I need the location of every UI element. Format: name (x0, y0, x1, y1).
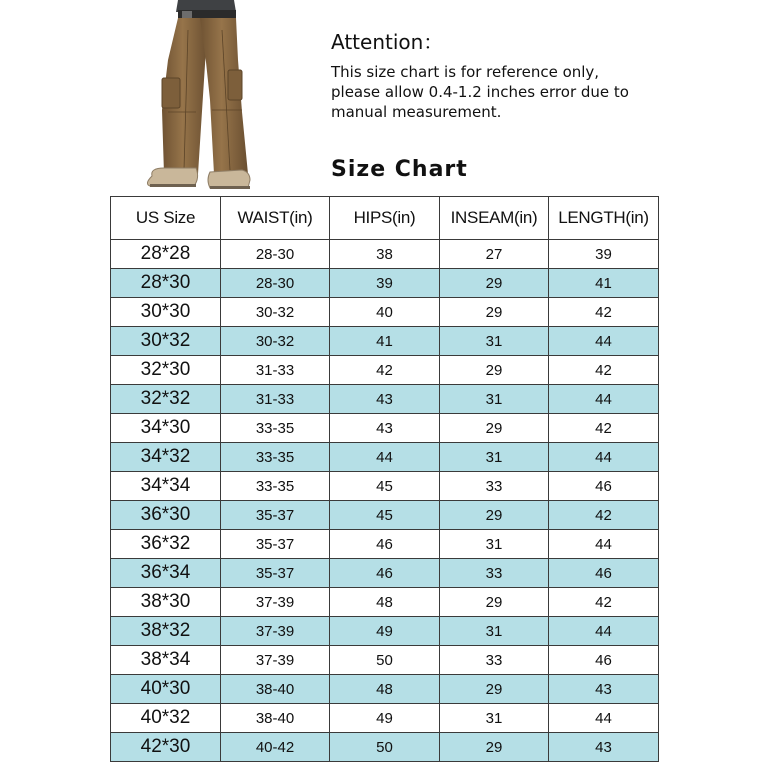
header-length: LENGTH(in) (549, 197, 659, 240)
waist-cell: 31-33 (221, 385, 330, 414)
length-cell: 44 (549, 617, 659, 646)
length-cell: 46 (549, 472, 659, 501)
length-cell: 42 (549, 414, 659, 443)
header-waist: WAIST(in) (221, 197, 330, 240)
attention-line: please allow 0.4-1.2 inches error due to (331, 83, 629, 101)
inseam-cell: 31 (440, 385, 549, 414)
inseam-cell: 29 (440, 588, 549, 617)
table-row (111, 443, 659, 472)
table-row (111, 356, 659, 385)
size-cell: 42*30 (111, 733, 221, 762)
size-cell: 38*34 (111, 646, 221, 675)
waist-cell: 28-30 (221, 269, 330, 298)
shoe-right (208, 170, 250, 188)
table-row (111, 385, 659, 414)
length-cell: 41 (549, 269, 659, 298)
table-row (111, 733, 659, 762)
table-row (111, 646, 659, 675)
table-row (111, 675, 659, 704)
size-cell: 28*30 (111, 269, 221, 298)
table-row (111, 704, 659, 733)
hips-cell: 48 (330, 675, 440, 704)
attention-line: This size chart is for reference only, (331, 63, 600, 81)
waist-cell: 37-39 (221, 588, 330, 617)
size-cell: 40*32 (111, 704, 221, 733)
waist-cell: 40-42 (221, 733, 330, 762)
table-header-row (111, 197, 659, 240)
hips-cell: 42 (330, 356, 440, 385)
length-cell: 44 (549, 443, 659, 472)
size-cell: 34*30 (111, 414, 221, 443)
size-cell: 30*32 (111, 327, 221, 356)
shoe-left (147, 168, 197, 186)
header-hips: HIPS(in) (330, 197, 440, 240)
size-cell: 34*32 (111, 443, 221, 472)
inseam-cell: 29 (440, 501, 549, 530)
inseam-cell: 31 (440, 327, 549, 356)
waist-cell: 35-37 (221, 530, 330, 559)
size-cell: 38*30 (111, 588, 221, 617)
waist-cell: 33-35 (221, 472, 330, 501)
inseam-cell: 33 (440, 559, 549, 588)
product-photo-pants-model (138, 0, 254, 194)
length-cell: 44 (549, 385, 659, 414)
inseam-cell: 29 (440, 356, 549, 385)
hips-cell: 38 (330, 240, 440, 269)
hips-cell: 43 (330, 414, 440, 443)
length-cell: 42 (549, 588, 659, 617)
hips-cell: 46 (330, 559, 440, 588)
length-cell: 44 (549, 704, 659, 733)
table-row (111, 501, 659, 530)
size-cell: 28*28 (111, 240, 221, 269)
size-cell: 40*30 (111, 675, 221, 704)
size-cell: 30*30 (111, 298, 221, 327)
waist-cell: 37-39 (221, 617, 330, 646)
length-cell: 44 (549, 327, 659, 356)
waist-cell: 28-30 (221, 240, 330, 269)
table-row (111, 530, 659, 559)
cargo-pocket-right (228, 70, 242, 100)
attention-note (331, 62, 731, 122)
table-row (111, 588, 659, 617)
length-cell: 43 (549, 675, 659, 704)
length-cell: 46 (549, 646, 659, 675)
waist-cell: 38-40 (221, 675, 330, 704)
length-cell: 43 (549, 733, 659, 762)
inseam-cell: 31 (440, 530, 549, 559)
hips-cell: 49 (330, 617, 440, 646)
hips-cell: 46 (330, 530, 440, 559)
inseam-cell: 31 (440, 704, 549, 733)
hips-cell: 45 (330, 472, 440, 501)
hips-cell: 41 (330, 327, 440, 356)
header-us-size: US Size (111, 197, 221, 240)
length-cell: 42 (549, 356, 659, 385)
size-chart-table (110, 196, 659, 762)
table-row (111, 472, 659, 501)
cargo-pocket-left (162, 78, 180, 108)
hips-cell: 49 (330, 704, 440, 733)
inseam-cell: 27 (440, 240, 549, 269)
length-cell: 44 (549, 530, 659, 559)
waist-cell: 37-39 (221, 646, 330, 675)
inseam-cell: 31 (440, 617, 549, 646)
inseam-cell: 33 (440, 646, 549, 675)
hips-cell: 48 (330, 588, 440, 617)
length-cell: 42 (549, 501, 659, 530)
header-inseam: INSEAM(in) (440, 197, 549, 240)
inseam-cell: 29 (440, 414, 549, 443)
table-row (111, 327, 659, 356)
hips-cell: 44 (330, 443, 440, 472)
size-cell: 32*30 (111, 356, 221, 385)
table-row (111, 414, 659, 443)
size-chart-body (111, 240, 659, 762)
size-cell: 38*32 (111, 617, 221, 646)
waist-cell: 30-32 (221, 327, 330, 356)
waist-cell: 30-32 (221, 298, 330, 327)
hips-cell: 50 (330, 733, 440, 762)
size-chart-title: Size Chart (331, 157, 468, 182)
size-cell: 34*34 (111, 472, 221, 501)
waist-cell: 31-33 (221, 356, 330, 385)
hips-cell: 43 (330, 385, 440, 414)
hips-cell: 45 (330, 501, 440, 530)
belt-buckle (182, 11, 192, 19)
inseam-cell: 33 (440, 472, 549, 501)
waist-cell: 38-40 (221, 704, 330, 733)
inseam-cell: 31 (440, 443, 549, 472)
waist-cell: 33-35 (221, 414, 330, 443)
inseam-cell: 29 (440, 733, 549, 762)
inseam-cell: 29 (440, 269, 549, 298)
table-row (111, 617, 659, 646)
size-cell: 36*32 (111, 530, 221, 559)
waist-cell: 35-37 (221, 501, 330, 530)
attention-line: manual measurement. (331, 103, 502, 121)
inseam-cell: 29 (440, 298, 549, 327)
table-row (111, 559, 659, 588)
table-row (111, 298, 659, 327)
size-cell: 36*34 (111, 559, 221, 588)
length-cell: 46 (549, 559, 659, 588)
hips-cell: 39 (330, 269, 440, 298)
table-row (111, 240, 659, 269)
size-cell: 32*32 (111, 385, 221, 414)
length-cell: 39 (549, 240, 659, 269)
table-row (111, 269, 659, 298)
length-cell: 42 (549, 298, 659, 327)
waist-cell: 33-35 (221, 443, 330, 472)
waist-cell: 35-37 (221, 559, 330, 588)
attention-title: Attention： (331, 30, 444, 54)
hips-cell: 40 (330, 298, 440, 327)
size-cell: 36*30 (111, 501, 221, 530)
inseam-cell: 29 (440, 675, 549, 704)
hips-cell: 50 (330, 646, 440, 675)
